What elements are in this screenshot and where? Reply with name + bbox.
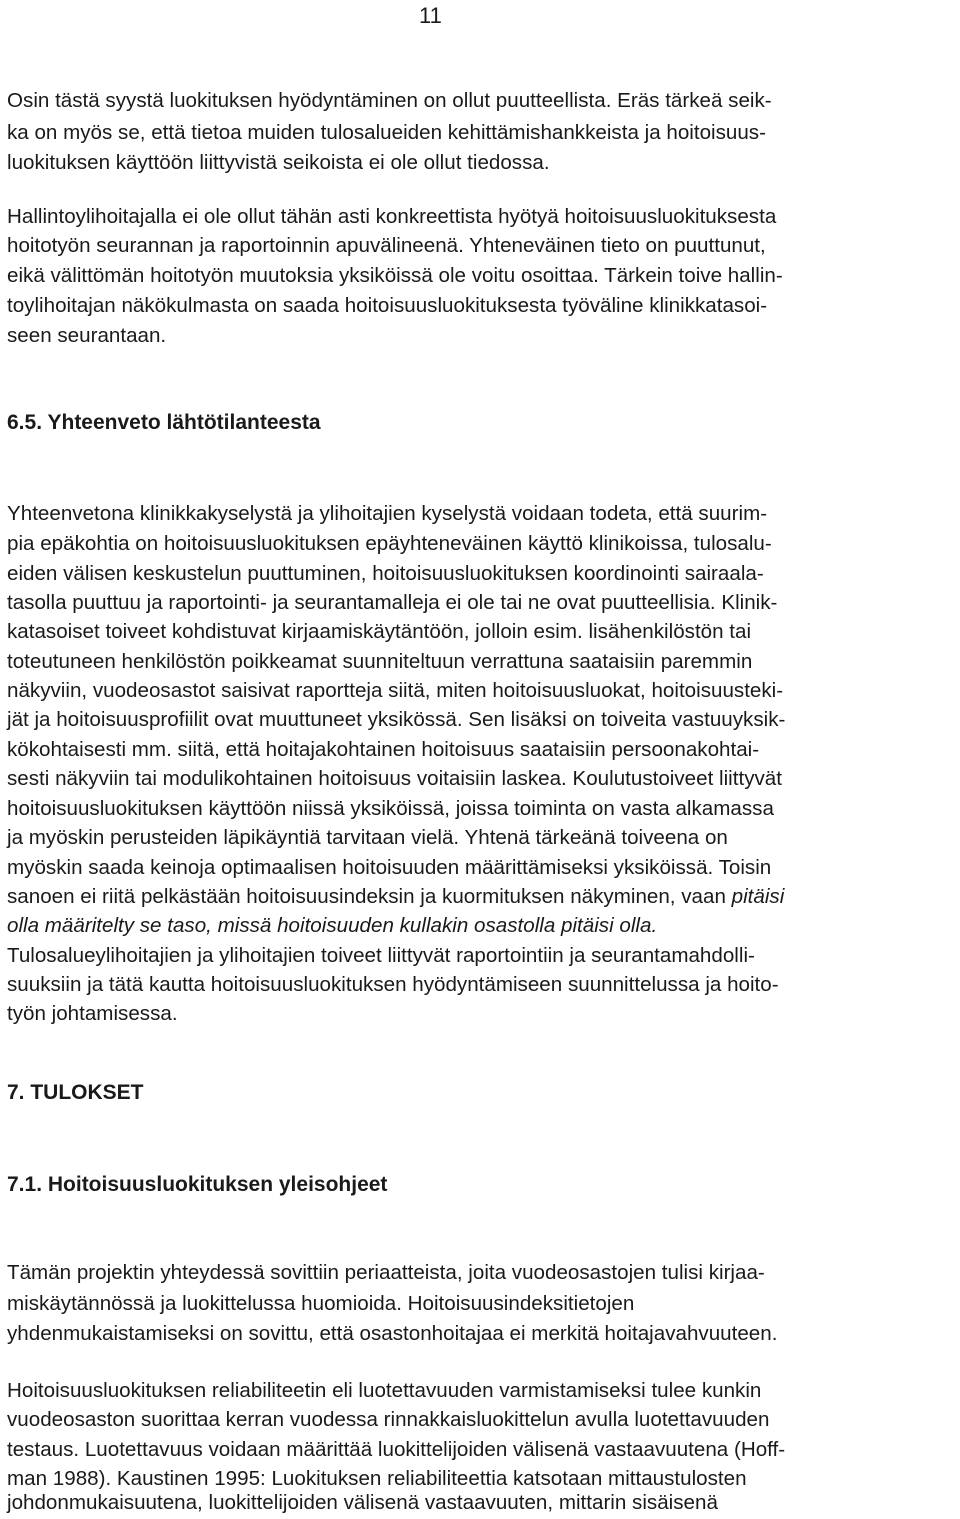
italic-text-line: olla määritelty se taso, missä hoitoisuuden kullakin osastolla pitäisi olla.	[7, 914, 658, 937]
text-line: eikä välittömän hoitotyön muutoksia yksiköissä ole voitu osoittaa. Tärkein toive hallin-	[7, 264, 783, 287]
text-line: Hallintoylihoitajalla ei ole ollut tähän asti konkreettista hyötyä hoitoisuusluokituksesta	[7, 205, 777, 228]
text-line: näkyviin, vuodeosastot saisivat raportteja siitä, miten hoitoisuusluokat, hoitoisuusteki-	[7, 679, 784, 702]
text-line: Osin tästä syystä luokituksen hyödyntäminen on ollut puutteellista. Eräs tärkeä seik-	[7, 89, 772, 112]
text-line: Tulosalueylihoitajien ja ylihoitajien toiveet liittyvät raportointiin ja seurantamahdolli-	[7, 944, 755, 967]
text-line: Yhteenvetona klinikkakyselystä ja ylihoitajien kyselystä voidaan todeta, että suurim-	[7, 502, 768, 525]
page-number: 11	[419, 3, 442, 28]
italic-span: pitäisi	[731, 885, 785, 908]
text-line: man 1988). Kaustinen 1995: Luokituksen reliabiliteettia katsotaan mittaustulosten	[7, 1467, 747, 1490]
text-line: Tämän projektin yhteydessä sovittiin periaatteista, joita vuodeosastojen tulisi kirjaa-	[7, 1261, 765, 1284]
text-line: yhdenmukaistamiseksi on sovittu, että osastonhoitajaa ei merkitä hoitajavahvuuteen.	[7, 1322, 778, 1345]
text-line: jät ja hoitoisuusprofiilit ovat muuttuneet yksikössä. Sen lisäksi on toiveita vastuuyksik-	[7, 708, 786, 731]
text-line: sesti näkyviin tai modulikohtainen hoitoisuus voitaisiin laskea. Koulutustoiveet liittyvät	[7, 767, 782, 790]
text-line: toteutuneen henkilöstön poikkeamat suunniteltuun verrattuna saataisiin paremmin	[7, 650, 753, 673]
text-line	[7, 883, 784, 911]
section-heading-7-1: 7.1. Hoitoisuusluokituksen yleisohjeet	[7, 1173, 388, 1196]
section-heading-6-5: 6.5. Yhteenveto lähtötilanteesta	[7, 411, 321, 434]
text-line: johdonmukaisuutena, luokittelijoiden välisenä vastaavuuten, mittarin sisäisenä	[7, 1491, 718, 1514]
text-line: seen seurantaan.	[7, 324, 167, 347]
text-line: ja myöskin perusteiden läpikäyntiä tarvitaan vielä. Yhtenä tärkeänä toiveena on	[7, 826, 728, 849]
text-span: sanoen ei riitä pelkästään hoitoisuusindeksin ja kuormituksen näkyminen, vaan	[7, 885, 732, 908]
text-line: kökohtaisesti mm. siitä, että hoitajakohtainen hoitoisuus saataisiin persoonakohtai-	[7, 738, 760, 761]
text-line: ka on myös se, että tietoa muiden tulosalueiden kehittämishankkeista ja hoitoisuus-	[7, 121, 766, 144]
text-line: Hoitoisuusluokituksen reliabiliteetin eli luotettavuuden varmistamiseksi tulee kunkin	[7, 1379, 762, 1402]
text-line: eiden välisen keskustelun puuttuminen, hoitoisuusluokituksen koordinointi sairaala-	[7, 562, 764, 585]
text-line: pia epäkohtia on hoitoisuusluokituksen epäyhteneväinen käyttö klinikoissa, tulosalu-	[7, 532, 772, 555]
text-line: myöskin saada keinoja optimaalisen hoitoisuuden määrittämiseksi yksiköissä. Toisin	[7, 856, 772, 879]
text-line: hoitotyön seurannan ja raportoinnin apuvälineenä. Yhteneväinen tieto on puuttunut,	[7, 234, 766, 257]
text-line: tasolla puuttuu ja raportointi- ja seurantamalleja ei ole tai ne ovat puutteellisia. Klinik-	[7, 591, 778, 614]
text-line: hoitoisuusluokituksen käyttöön niissä yksiköissä, joissa toiminta on vasta alkamassa	[7, 797, 774, 820]
text-line: luokituksen käyttöön liittyvistä seikoista ei ole ollut tiedossa.	[7, 151, 550, 174]
text-line: miskäytännössä ja luokittelussa huomioida. Hoitoisuusindeksitietojen	[7, 1292, 635, 1315]
text-line: testaus. Luotettavuus voidaan määrittää luokittelijoiden välisenä vastaavuutena (Hoff-	[7, 1438, 786, 1461]
section-heading-7: 7. TULOKSET	[7, 1081, 144, 1104]
text-line: vuodeosaston suorittaa kerran vuodessa rinnakkaisluokittelun avulla luotettavuuden	[7, 1408, 770, 1431]
text-line: katasoiset toiveet kohdistuvat kirjaamiskäytäntöön, jolloin esim. lisähenkilöstön tai	[7, 620, 752, 643]
text-line: työn johtamisessa.	[7, 1002, 178, 1025]
text-line: suuksiin ja tätä kautta hoitoisuusluokituksen hyödyntämiseen suunnittelussa ja hoito-	[7, 973, 779, 996]
text-line: toylihoitajan näkökulmasta on saada hoitoisuusluokituksesta työväline klinikkatasoi-	[7, 294, 768, 317]
